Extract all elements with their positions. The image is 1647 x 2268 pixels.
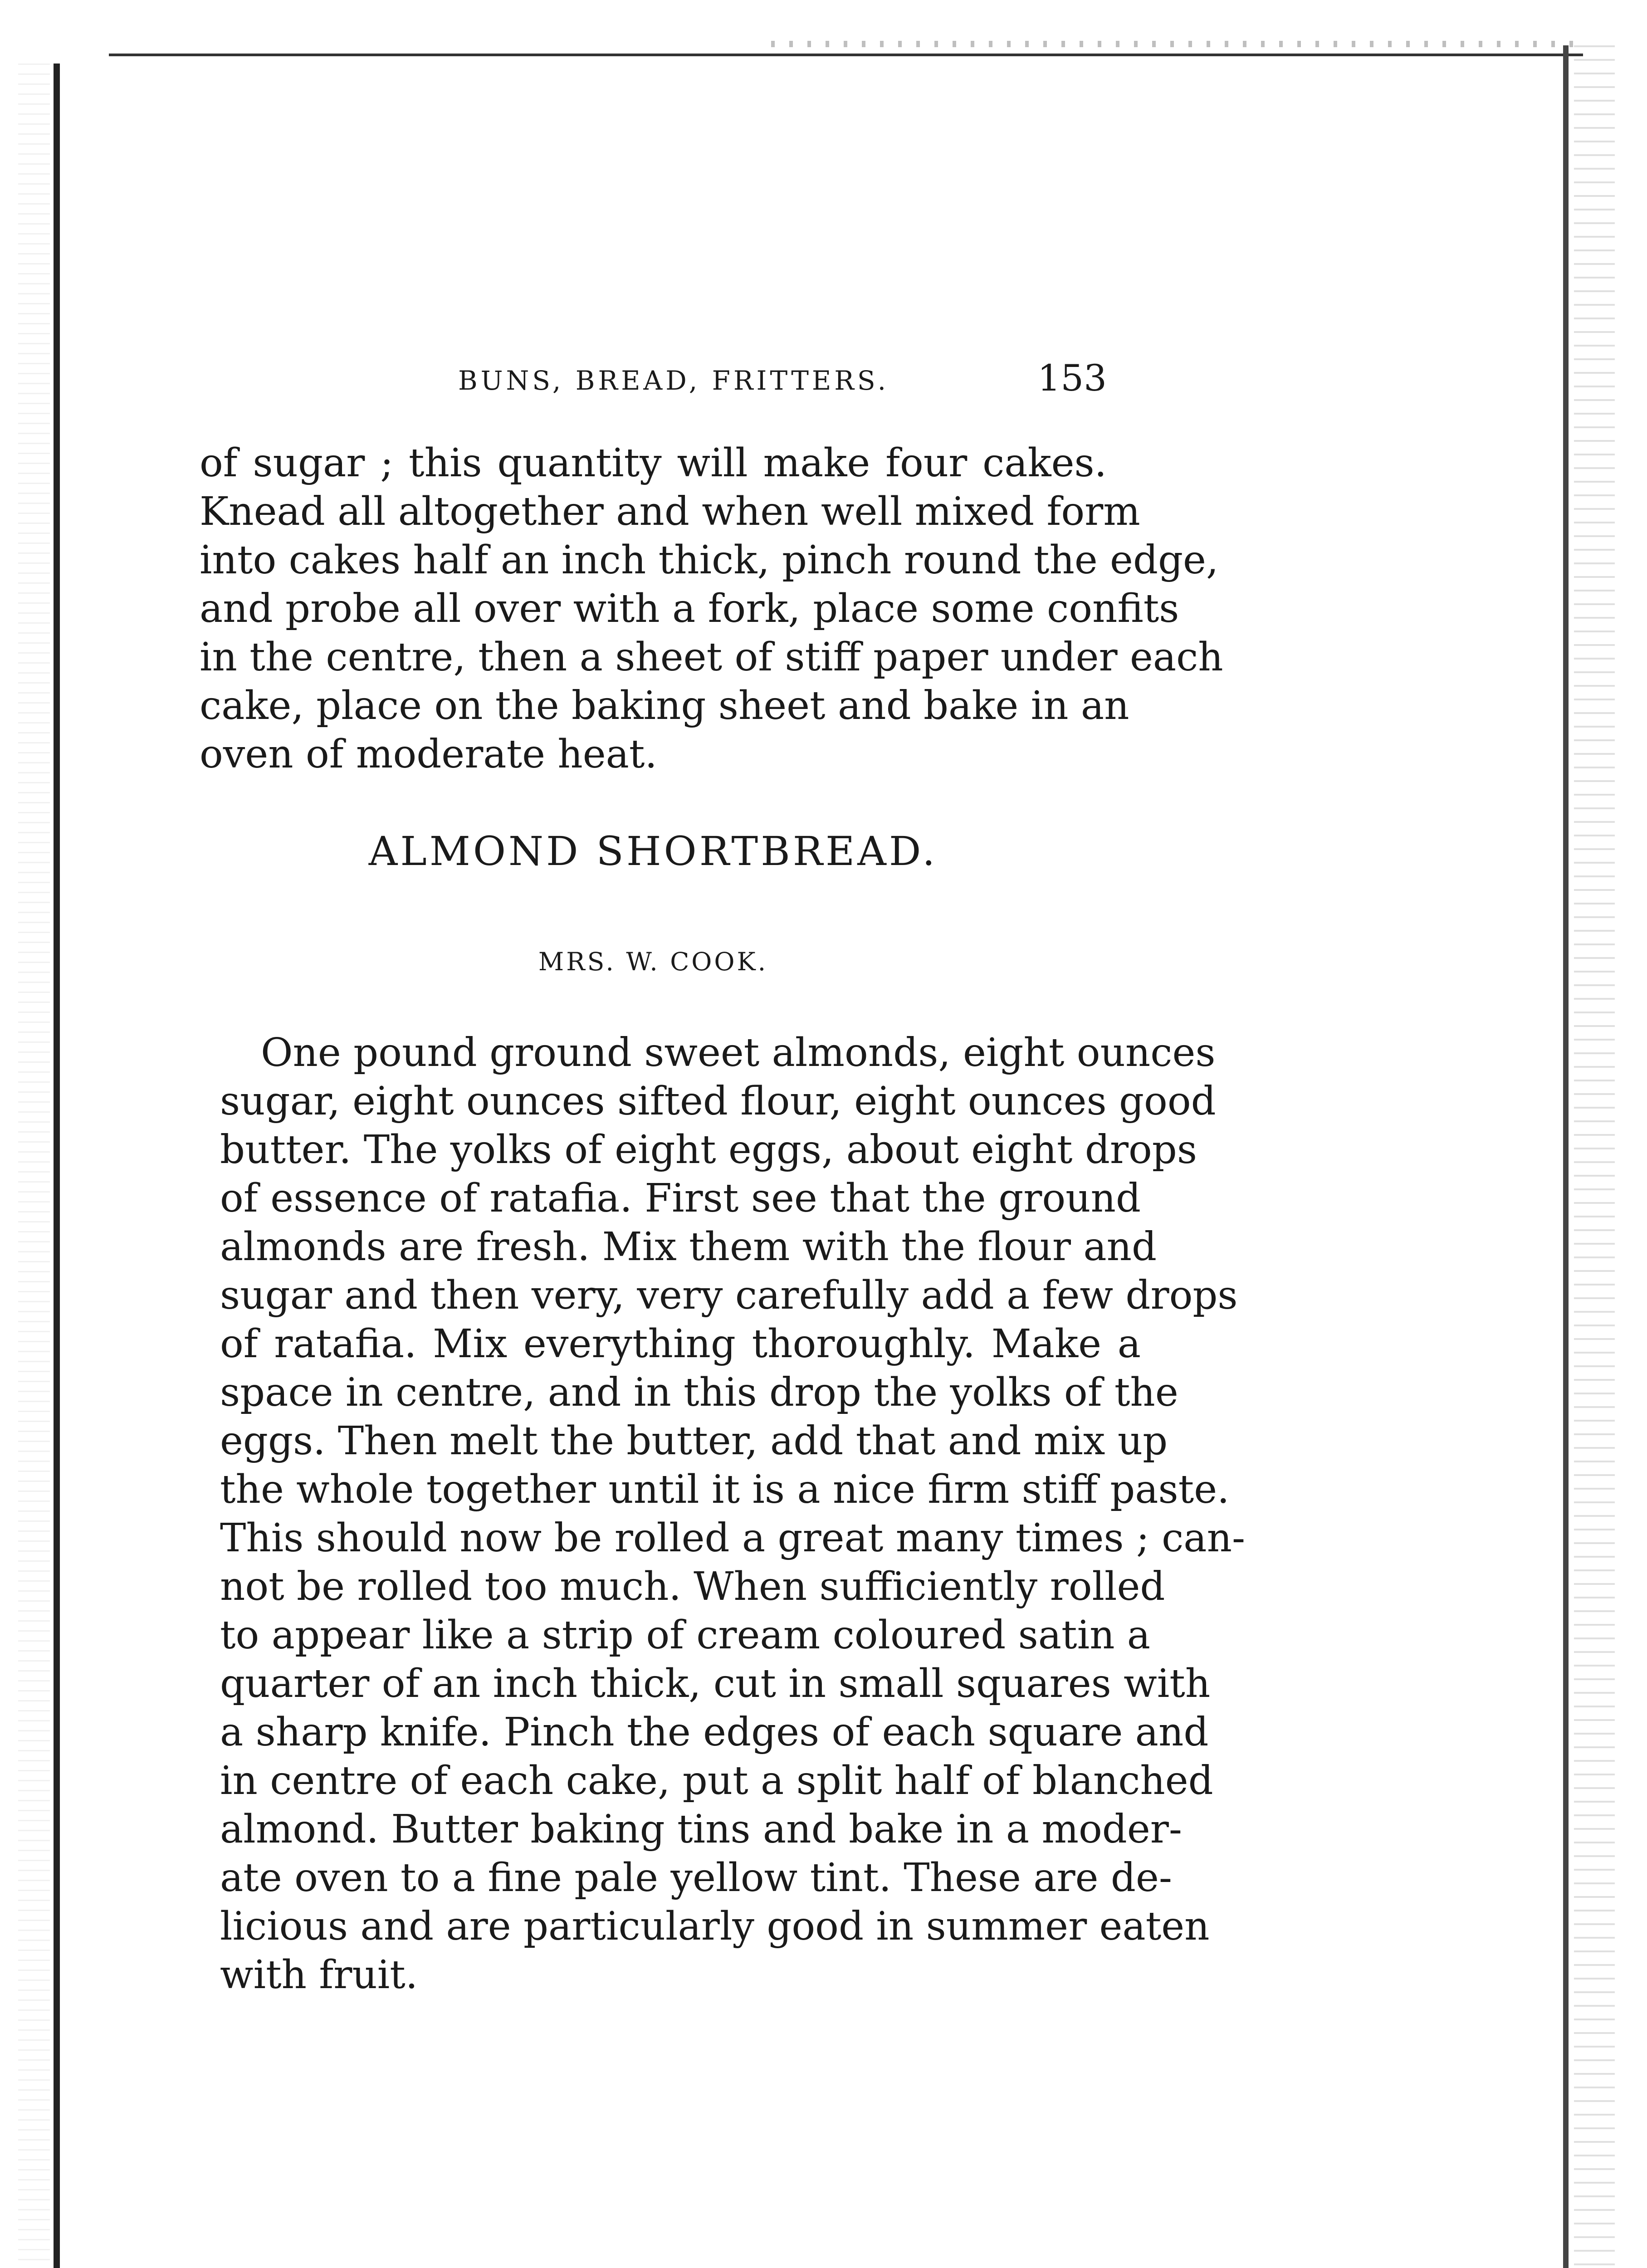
right-page-edge <box>1563 45 1569 2268</box>
text-line: oven of moderate heat. <box>200 732 657 777</box>
running-header <box>200 357 1107 406</box>
text-line: sugar and then very, very carefully add a few drops <box>220 1273 1238 1318</box>
text-line: of essence of ratafia. First see that the ground <box>220 1176 1141 1221</box>
top-rule <box>109 54 1583 56</box>
text-line: almond. Butter baking tins and bake in a moder- <box>220 1807 1182 1852</box>
text-line: a sharp knife. Pinch the edges of each square and <box>220 1710 1209 1755</box>
text-line: licious and are particularly good in summer eaten <box>220 1904 1210 1949</box>
text-line: sugar, eight ounces sifted flour, eight ounces good <box>220 1079 1216 1124</box>
recipe-paragraph <box>220 1029 1246 1999</box>
text-line: eggs. Then melt the butter, add that and mix up <box>220 1418 1168 1464</box>
text-line: butter. The yolks of eight eggs, about eight drops <box>220 1127 1197 1173</box>
text-line: and probe all over with a fork, place some confits <box>200 586 1179 631</box>
text-line: This should now be rolled a great many times ; can- <box>220 1515 1246 1561</box>
text-line: not be rolled too much. When sufficiently rolled <box>220 1564 1165 1609</box>
text-line: quarter of an inch thick, cut in small squares with <box>220 1661 1211 1706</box>
running-title: BUNS, BREAD, FRITTERS. <box>458 365 889 396</box>
text-line: of ratafia. Mix everything thoroughly. Make a <box>220 1321 1141 1367</box>
text-line: in the centre, then a sheet of stiff paper under each <box>200 635 1223 680</box>
top-edge-noise <box>771 41 1588 47</box>
text-line: almonds are fresh. Mix them with the flour and <box>220 1224 1157 1270</box>
right-edge-noise <box>1574 45 1615 2268</box>
binding-shadow <box>18 64 50 2268</box>
page-number: 153 <box>1037 357 1107 399</box>
text-line: One pound ground sweet almonds, eight ounces <box>261 1030 1216 1075</box>
recipe-title: ALMOND SHORTBREAD. <box>368 828 938 875</box>
text-line: the whole together until it is a nice firm stiff paste. <box>220 1467 1230 1512</box>
binding-edge <box>54 64 60 2268</box>
recipe-author: MRS. W. COOK. <box>538 947 768 976</box>
text-line: to appear like a strip of cream coloured satin a <box>220 1613 1151 1658</box>
text-line: with fruit. <box>220 1952 418 1998</box>
text-line: into cakes half an inch thick, pinch round the edge, <box>200 538 1219 583</box>
text-line: Knead all altogether and when well mixed form <box>200 489 1140 534</box>
text-line: ate oven to a fine pale yellow tint. These are de- <box>220 1855 1172 1901</box>
continuation-paragraph <box>200 439 1223 779</box>
text-line: in centre of each cake, put a split half of blanched <box>220 1758 1213 1804</box>
text-line: cake, place on the baking sheet and bake in an <box>200 683 1129 728</box>
text-line: space in centre, and in this drop the yolks of the <box>220 1370 1178 1415</box>
text-line: of sugar ; this quantity will make four cakes. <box>200 440 1107 486</box>
